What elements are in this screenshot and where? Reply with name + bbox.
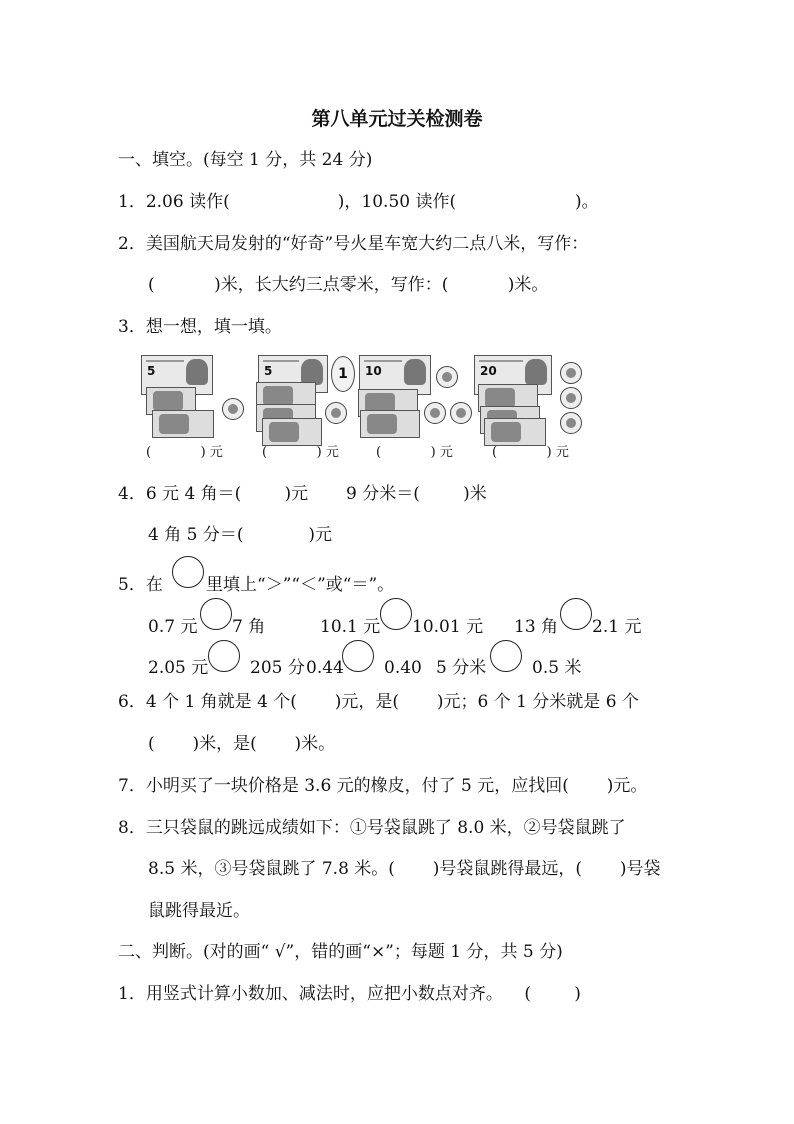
section-heading-fill: 一、填空。(每空 1 分，共 24 分) xyxy=(118,150,373,170)
banknote-image: 20 xyxy=(474,355,552,395)
compare-right: 2.1 元 xyxy=(592,617,642,637)
question-4-line-2: 4 角 5 分＝( )元 xyxy=(148,525,332,545)
question-2-line-1: 2．美国航天局发射的“好奇”号火星车宽大约二点八米，写作： xyxy=(118,234,589,254)
answer-circle[interactable] xyxy=(380,598,412,630)
question-1: 1．2.06 读作( )，10.50 读作( )。 xyxy=(118,192,599,212)
coin-icon xyxy=(450,402,472,424)
coin-icon xyxy=(222,398,244,420)
money-answer-1: ( ) 元 xyxy=(146,445,223,460)
question-8-line-2: 8.5 米，③号袋鼠跳了 7.8 米。( )号袋鼠跳得最远，( )号袋 xyxy=(148,859,661,879)
banknote-image xyxy=(262,418,322,446)
coin-icon: 1 xyxy=(331,356,355,392)
question-8-line-3: 鼠跳得最近。 xyxy=(148,901,250,921)
question-6-line-2: ( )米，是( )米。 xyxy=(148,734,336,754)
question-8-line-1: 8．三只袋鼠的跳远成绩如下：①号袋鼠跳了 8.0 米，②号袋鼠跳了 xyxy=(118,818,626,838)
question-5-instruction: 里填上“＞”“＜”或“＝”。 xyxy=(206,575,395,595)
compare-right: 10.01 元 xyxy=(412,617,484,637)
compare-left: 2.05 元 xyxy=(148,658,209,678)
question-3: 3．想一想，填一填。 xyxy=(118,317,282,337)
section-heading-judge: 二、判断。(对的画“ √”，错的画“×”；每题 1 分，共 5 分) xyxy=(118,942,563,962)
question-2-line-2: ( )米，长大约三点零米，写作：( )米。 xyxy=(148,275,549,295)
answer-circle[interactable] xyxy=(342,640,374,672)
page-title: 第八单元过关检测卷 xyxy=(311,108,483,130)
question-5-head: 5．在 xyxy=(118,575,163,595)
compare-right: 0.5 米 xyxy=(532,658,582,678)
money-answer-2: ( ) 元 xyxy=(262,445,339,460)
compare-right: 7 角 xyxy=(232,617,266,637)
compare-right: 205 分 xyxy=(250,658,305,678)
judge-question-1: 1．用竖式计算小数加、减法时，应把小数点对齐。 ( ) xyxy=(118,984,581,1004)
question-4-line-1: 4．6 元 4 角＝( )元 9 分米＝( )米 xyxy=(118,484,487,504)
coin-icon xyxy=(560,362,582,384)
coin-icon xyxy=(560,412,582,434)
answer-circle[interactable] xyxy=(208,640,240,672)
banknote-image xyxy=(152,410,214,438)
banknote-image xyxy=(484,418,546,446)
question-7: 7．小明买了一块价格是 3.6 元的橡皮，付了 5 元，应找回( )元。 xyxy=(118,776,648,796)
money-answer-3: ( ) 元 xyxy=(376,445,453,460)
coin-icon xyxy=(424,402,446,424)
money-answer-4: ( ) 元 xyxy=(492,445,569,460)
banknote-image: 10 xyxy=(359,355,431,395)
compare-left: 0.44 xyxy=(306,658,344,678)
compare-left: 10.1 元 xyxy=(320,617,381,637)
banknote-image xyxy=(360,410,420,438)
answer-circle[interactable] xyxy=(172,556,204,588)
coin-icon xyxy=(560,387,582,409)
banknote-image: 5 xyxy=(258,355,328,393)
compare-right: 0.40 xyxy=(384,658,422,678)
banknote-image: 5 xyxy=(141,355,213,395)
question-6-line-1: 6．4 个 1 角就是 4 个( )元，是( )元；6 个 1 分米就是 6 个 xyxy=(118,692,639,712)
compare-left: 0.7 元 xyxy=(148,617,198,637)
compare-left: 5 分米 xyxy=(436,658,487,678)
compare-left: 13 角 xyxy=(514,617,559,637)
coin-icon xyxy=(436,366,458,388)
answer-circle[interactable] xyxy=(490,640,522,672)
coin-icon xyxy=(325,402,347,424)
answer-circle[interactable] xyxy=(560,598,592,630)
answer-circle[interactable] xyxy=(200,598,232,630)
